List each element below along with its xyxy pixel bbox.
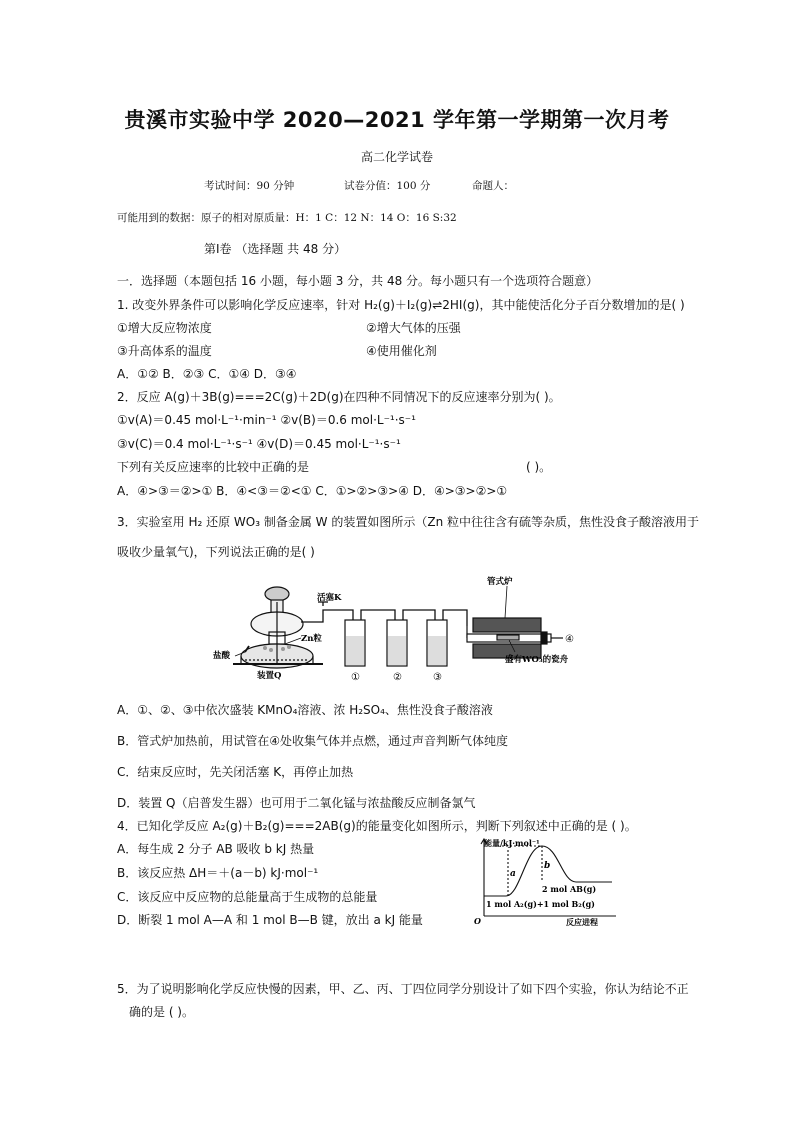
energy-axis-label: 能量/kJ·mol⁻¹ [484,838,540,848]
question-3-stem-line-2: 吸收少量氧气)，下列说法正确的是( ) [117,545,315,559]
energy-reactant-label: 1 mol A₂(g)+1 mol B₂(g) [486,899,595,909]
bottle-2-label: ② [393,672,402,682]
question-4-stem: 4．已知化学反应 A₂(g)＋B₂(g)===2AB(g)的能量变化如图所示，判断下列叙述中正确的是 ( )。 [117,819,637,833]
bottle-3-label: ③ [433,672,442,682]
question-4-option-c: C．该反应中反应物的总能量高于生成物的总能量 [117,890,378,904]
question-3-option-d: D．装置 Q（启普发生器）也可用于二氧化锰与浓盐酸反应制备氯气 [117,796,476,810]
device-q-label: 装置Q [257,671,282,681]
question-2-paren: ( )。 [526,460,552,474]
question-2-rates-2: ③v(C)＝0.4 mol·L⁻¹·s⁻¹ ④v(D)＝0.45 mol·L⁻¹·s⁻¹ [117,437,401,451]
exam-score: 试卷分值：100 分 [344,180,431,192]
question-4-option-a: A．每生成 2 分子 AB 吸收 b kJ 热量 [117,842,315,856]
question-1-option-1: ①增大反应物浓度 [117,321,212,335]
exam-time: 考试时间：90 分钟 [204,180,295,192]
outlet-4-label: ④ [565,634,574,645]
reaction-progress-label: 反应进程 [566,917,598,927]
valve-k-label: 活塞K [317,593,342,603]
energy-diagram [472,836,622,928]
energy-a-label: a [510,869,516,879]
question-4-option-b: B．该反应热 ΔH＝＋(a－b) kJ·mol⁻¹ [117,866,319,880]
atomic-masses: 可能用到的数据：原子的相对原质量：H：1 C：12 N：14 O：16 S:32 [117,212,457,224]
furnace-label: 管式炉 [487,577,513,587]
energy-product-label: 2 mol AB(g) [542,884,597,894]
question-1-option-3: ③升高体系的温度 [117,344,212,358]
energy-b-label: b [544,861,551,871]
boat-label: 盛有WO₃的瓷舟 [505,655,569,665]
question-5-stem-line-2: 确的是 ( )。 [129,1005,194,1019]
question-2-answers: A．④>③＝②>① B．④<③＝②<① C．①>②>③>④ D．④>③>②>① [117,484,508,498]
question-3-option-c: C．结束反应时，先关闭活塞 K，再停止加热 [117,765,354,779]
question-1-option-4: ④使用催化剂 [366,344,437,358]
section-title: 第Ⅰ卷 （选择题 共 48 分） [204,242,347,256]
acid-label: 盐酸 [213,651,231,661]
question-2-rates-1: ①v(A)＝0.45 mol·L⁻¹·min⁻¹ ②v(B)＝0.6 mol·L⁻¹·s⁻¹ [117,413,416,427]
question-3-stem-line-1: 3．实验室用 H₂ 还原 WO₃ 制备金属 W 的装置如图所示（Zn 粒中往往含有硫等杂质，焦性没食子酸溶液用于 [117,515,699,529]
question-5-stem-line-1: 5．为了说明影响化学反应快慢的因素，甲、乙、丙、丁四位同学分别设计了如下四个实验，你认为结论不正 [117,982,689,996]
exam-author: 命题人： [472,180,514,192]
question-2-ask: 下列有关反应速率的比较中正确的是 [117,460,310,474]
energy-origin-label: O [474,916,481,926]
zn-label: Zn粒 [301,634,322,644]
question-1-answers: A．①② B．②③ C．①④ D．③④ [117,367,297,381]
question-1-option-2: ②增大气体的压强 [366,321,461,335]
question-1-stem: 1. 改变外界条件可以影响化学反应速率，针对 H₂(g)＋I₂(g)⇌2HI(g)，其中能使活化分子百分数增加的是( ) [117,298,685,312]
page-title: 贵溪市实验中学 2020—2021 学年第一学期第一次月考 [124,108,670,132]
bottle-1-label: ① [351,672,360,682]
question-4-option-d: D．断裂 1 mol A—A 和 1 mol B—B 键，放出 a kJ 能量 [117,913,423,927]
question-2-stem: 2．反应 A(g)＋3B(g)===2C(g)＋2D(g)在四种不同情况下的反应速率分别为( )。 [117,390,561,404]
section-instructions: 一．选择题（本题包括 16 小题，每小题 3 分，共 48 分。每小题只有一个选项符合题意） [117,274,599,288]
question-3-option-a: A．①、②、③中依次盛装 KMnO₄溶液、浓 H₂SO₄、焦性没食子酸溶液 [117,703,493,717]
question-3-option-b: B．管式炉加热前，用试管在④处收集气体并点燃，通过声音判断气体纯度 [117,734,508,748]
apparatus-figure [205,572,595,682]
page-subtitle: 高二化学试卷 [360,150,433,164]
